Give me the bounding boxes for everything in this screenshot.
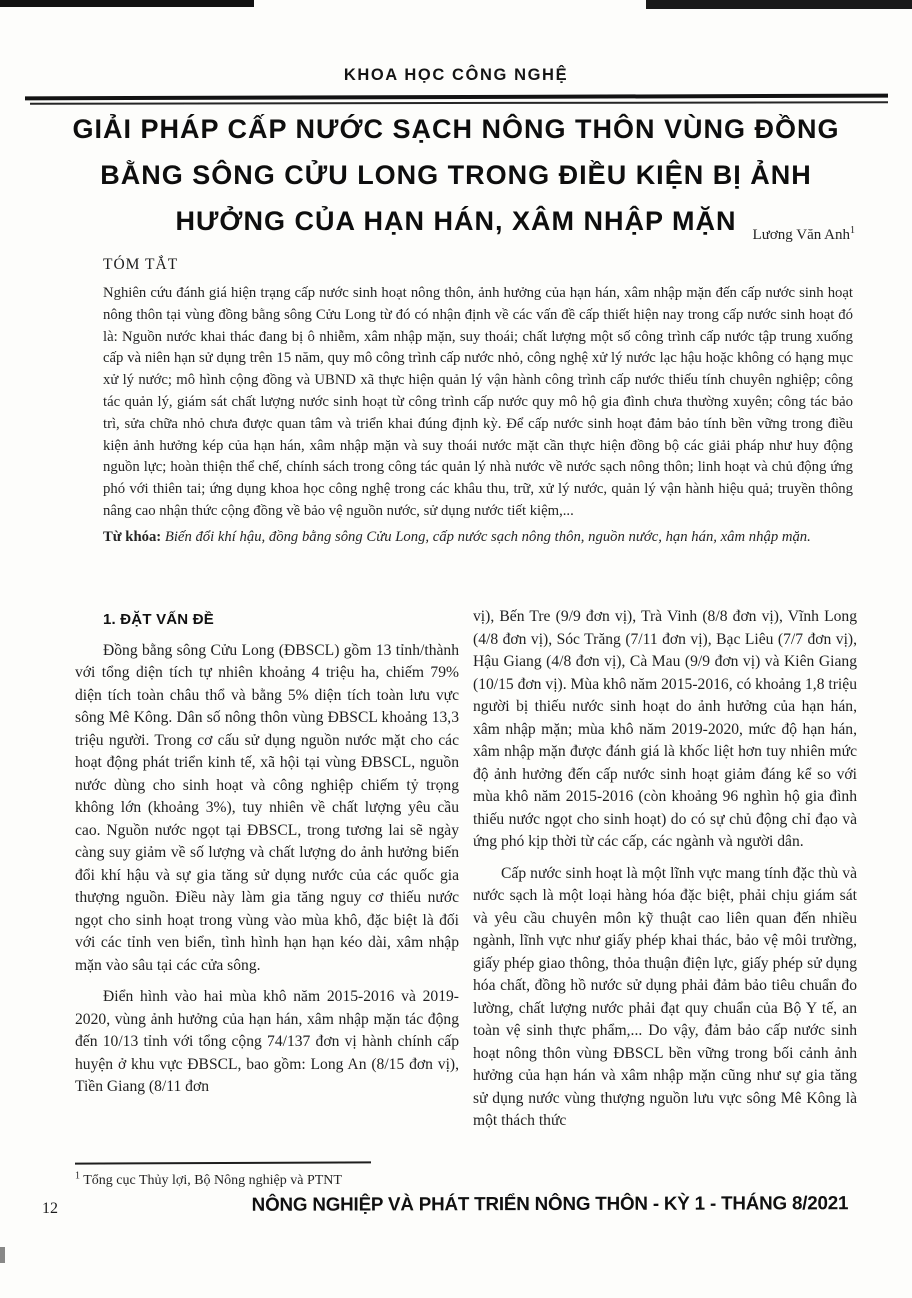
header-rule-thick [25, 94, 888, 101]
body-columns [75, 606, 857, 1190]
keywords-text: Biến đổi khí hậu, đồng bằng sông Cửu Long, cấp nước sạch nông thôn, nguồn nước, hạn hán, xâm nhập mặn. [164, 528, 811, 545]
title-line-1: GIẢI PHÁP CẤP NƯỚC SẠCH NÔNG THÔN VÙNG ĐỒNG [72, 114, 840, 144]
title-line-3: HƯỞNG CỦA HẠN HÁN, XÂM NHẬP MẶN [175, 206, 737, 236]
footnote [75, 1162, 459, 1190]
journal-footer-line: NÔNG NGHIỆP VÀ PHÁT TRIỂN NÔNG THÔN - KỲ 1 - THÁNG 8/2021 [251, 1193, 849, 1216]
page-number: 12 [42, 1200, 58, 1217]
abstract-section [103, 256, 853, 563]
author-byline [753, 227, 855, 244]
scan-artifact-bottom-left [0, 1247, 5, 1263]
footnote-marker: 1 [75, 1170, 80, 1182]
right-paragraph-2: Cấp nước sinh hoạt là một lĩnh vực mang tính đặc thù và nước sạch là một loại hàng hóa đặc biệt, phải chịu giám sát và yêu cầu chuyên môn kỹ thuật cao liên quan đến nhiều ngành, lĩnh vực như giấy phép khai thác, bảo vệ môi trường, giấy phép giao thông, thỏa thuận điện lực, giấy phép sử dụng hóa chất, đồng hồ nước sử dụng phải đảm bảo tiêu chuẩn đo lường, chất lượng nước phải đạt quy chuẩn của Bộ Y tế, an toàn vệ sinh thực phẩm,... Do vậy, đảm bảo cấp nước sinh hoạt nông thôn vùng ĐBSCL bền vững trong bối cảnh ảnh hưởng của hạn hán và xâm nhập mặn cũng như sự gia tăng sử dụng nước vùng thượng nguồn lưu vực sông Mê Kông là một thách thức [473, 864, 857, 1129]
scan-artifact-top-left [0, 0, 254, 7]
abstract-body: Nghiên cứu đánh giá hiện trạng cấp nước sinh hoạt nông thôn, ảnh hưởng của hạn hán, xâm nhập mặn đến cấp nước sinh hoạt nông thôn tại vùng đồng bằng sông Cửu Long từ đó có nhận định về các vấn đề cấp thiết hiện nay trong cấp nước sinh hoạt đó là: Nguồn nước khai thác đang bị ô nhiễm, xâm nhập mặn, suy thoái; chất lượng một số công trình cấp nước tập trung xuống cấp và niên hạn sử dụng trên 15 năm, quy mô công trình cấp nước nhỏ, công nghệ xử lý nước lạc hậu hoặc không có hạng mục xử lý nước; mô hình cộng đồng và UBND xã thực hiện quản lý vận hành công trình cấp nước thiếu tính chuyên nghiệp; công tác quản lý, giám sát chất lượng nước sinh hoạt từ công trình cấp nước quy mô hộ gia đình chưa thường xuyên; công tác bảo trì, sửa chữa nhỏ chưa được quan tâm và triển khai đúng định kỳ. Để cấp nước sinh hoạt đảm bảo tính bền vững trong điều kiện ảnh hưởng kép của hạn hán, xâm nhập mặn và suy thoái nước mặt cần thực hiện đồng bộ các giải pháp như huy động nguồn lực; hoàn thiện thể chế, chính sách trong công tác quản lý nhà nước về nước sạch nông thôn; linh hoạt và chủ động ứng phó với thiên tai; ứng dụng khoa học công nghệ trong các khâu thu, trữ, xử lý nước, quản lý vận hành hiệu quả; truyền thông nâng cao nhận thức cộng đồng về bảo vệ nguồn nước, sử dụng nước tiết kiệm,... [103, 285, 853, 519]
left-column [75, 606, 459, 1190]
header-rule-thin [30, 101, 888, 104]
author-footnote-marker: 1 [850, 225, 855, 236]
scan-artifact-top-right [646, 0, 912, 9]
article-title [0, 106, 912, 244]
author-name: Lương Văn Anh [752, 227, 850, 243]
right-paragraph-1: vị), Bến Tre (9/9 đơn vị), Trà Vinh (8/8 đơn vị), Vĩnh Long (4/8 đơn vị), Sóc Trăng (7/11 đơn vị), Bạc Liêu (7/7 đơn vị), Hậu Giang (4/8 đơn vị), Cà Mau (9/9 đơn vị) và Kiên Giang (10/15 đơn vị). Mùa khô năm 2015-2016, có khoảng 1,8 triệu người bị thiếu nước sinh hoạt do ảnh hưởng của hạn hán, xâm nhập mặn; mùa khô năm 2019-2020, mức độ hạn hán, xâm nhập mặn được đánh giá là khốc liệt hơn tuy nhiên mức độ ảnh hưởng đến cấp nước sinh hoạt giảm đáng kể so với mùa khô năm 2015-2016 (còn khoảng 96 nghìn hộ gia đình thiếu nước ngọt cho sinh hoạt) do có sự chủ động chỉ đạo và ứng phó kịp thời từ các cấp, các ngành và người dân. [473, 608, 857, 850]
left-paragraph-1: Đồng bằng sông Cửu Long (ĐBSCL) gồm 13 tỉnh/thành với tổng diện tích tự nhiên khoảng 4 triệu ha, chiếm 79% diện tích toàn châu thổ và bằng 5% diện tích toàn lưu vực sông Mê Kông. Dân số nông thôn vùng ĐBSCL khoảng 13,3 triệu người. Trong cơ cấu sử dụng nguồn nước mặt cho các hoạt động phát triển kinh tế, xã hội tại vùng ĐBSCL, nguồn nước dùng cho sinh hoạt và công nghiệp chiếm tỷ trọng không lớn (khoảng 3%), tuy nhiên về chất lượng yêu cầu cao. Nguồn nước ngọt tại ĐBSCL, trong tương lai sẽ ngày càng suy giảm về số lượng và chất lượng do ảnh hưởng biến đổi khí hậu và sự gia tăng sử dụng nước của các quốc gia thượng nguồn. Điều này làm gia tăng nguy cơ thiếu nước ngọt cho sinh hoạt trong vùng vào mùa khô, đặc biệt là đối với các tỉnh ven biển, tình hình hạn hạn kéo dài, xâm nhập mặn vào sâu tại các cửa sông. [75, 641, 459, 974]
abstract-heading: TÓM TẮT [103, 256, 179, 273]
footnote-text: Tổng cục Thủy lợi, Bộ Nông nghiệp và PTNT [80, 1173, 342, 1188]
header-band-label: KHOA HỌC CÔNG NGHỆ [343, 66, 569, 84]
keywords-label: Từ khóa: [103, 528, 162, 545]
right-column [473, 606, 857, 1190]
keywords-line [103, 527, 853, 549]
title-line-2: BẰNG SÔNG CỬU LONG TRONG ĐIỀU KIỆN BỊ ẢNH [100, 160, 812, 190]
footnote-divider [75, 1161, 371, 1164]
left-paragraph-2: Điển hình vào hai mùa khô năm 2015-2016 và 2019-2020, vùng ảnh hưởng của hạn hán, xâm nhập mặn tác động đến 10/13 tỉnh với tổng cộng 74/137 đơn vị hành chính cấp huyện ở khu vực ĐBSCL, bao gồm: Long An (8/15 đơn vị), Tiền Giang (8/11 đơn [75, 988, 459, 1095]
section-1-heading: 1. ĐẶT VẤN ĐỀ [103, 611, 214, 628]
